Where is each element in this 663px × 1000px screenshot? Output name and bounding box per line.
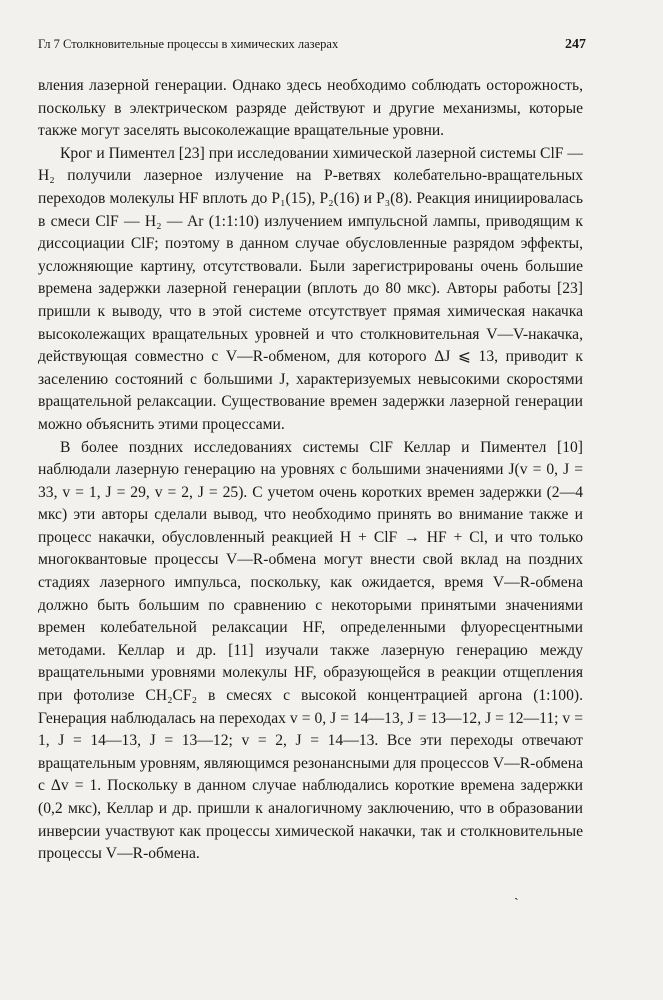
page-number: 247 [565, 37, 586, 52]
stray-mark: ˎ [514, 886, 519, 901]
paragraph: Крог и Пиментел [23] при исследовании химической лазерной системы ClF — H₂ получили лазерное излучение на P-ветвях колебательно-вращательных переходов молекулы HF вплоть до P₁(15), P₂(16) и P₃(8). Реакция инициировалась в смеси ClF — H₂ — Ar (1:1:10) излучением импульсной лампы, приводящим к диссоциации ClF; поэтому в данном случае обусловленные разрядом эффекты, усложняющие картину, отсутствовали. Были зарегистрированы очень большие времена задержки лазерной генерации (вплоть до 80 мкс). Авторы работы [23] пришли к выводу, что в этой системе отсутствует прямая химическая накачка высоколежащих вращательных уровней и что столкновительная V—V-накачка, действующая совместно с V—R-обменом, для которого ΔJ ⩽ 13, приводит к заселению состояний с большими J, характеризуемых невысокими скоростями вращательной релаксации. Существование времен задержки лазерной генерации можно объяснить этими процессами. [38, 144, 583, 433]
running-header [38, 37, 586, 53]
main-text [38, 75, 583, 866]
paragraph: В более поздних исследованиях системы ClF Келлар и Пиментел [10] наблюдали лазерную генерацию на уровнях с большими значениями J(v = 0, J = 33, v = 1, J = 29, v = 2, J = 25). С учетом очень коротких времен задержки (2—4 мкс) эти авторы сделали вывод, что необходимо принять во внимание также и процесс накачки, обусловленный реакцией H + ClF → HF + Cl, и что только многоквантовые процессы V—R-обмена могут внести свой вклад на поздних стадиях лазерного импульса, поскольку, как ожидается, время V—R-обмена должно быть большим по сравнению с некоторыми принятыми значениями времен колебательной релаксации HF, определенными флуоресцентными методами. Келлар и др. [11] изучали также лазерную генерацию между вращательными уровнями молекулы HF, образующейся в реакции отщепления при фотолизе CH₂CF₂ в смесях с высокой концентрацией аргона (1:100). Генерация наблюдалась на переходах v = 0, J = 14—13, J = 13—12, J = 12—11; v = 1, J = 14—13, J = 13—12; v = 2, J = 14—13. Все эти переходы отвечают вращательным уровням, являющимся резонансными для процессов V—R-обмена с Δv = 1. Поскольку в данном случае наблюдались короткие времена задержки (0,2 мкс), Келлар и др. пришли к аналогичному заключению, что в образовании инверсии участвуют как процессы химической накачки, так и столкновительные процессы V—R-обмена. [38, 438, 583, 863]
paragraph-continuation: вления лазерной генерации. Однако здесь необходимо соблюдать осторожность, поскольку в электрическом разряде действуют и другие механизмы, которые также могут заселять высоколежащие вращательные уровни. [38, 77, 583, 140]
running-title: Гл 7 Столкновительные процессы в химических лазерах [38, 37, 339, 51]
